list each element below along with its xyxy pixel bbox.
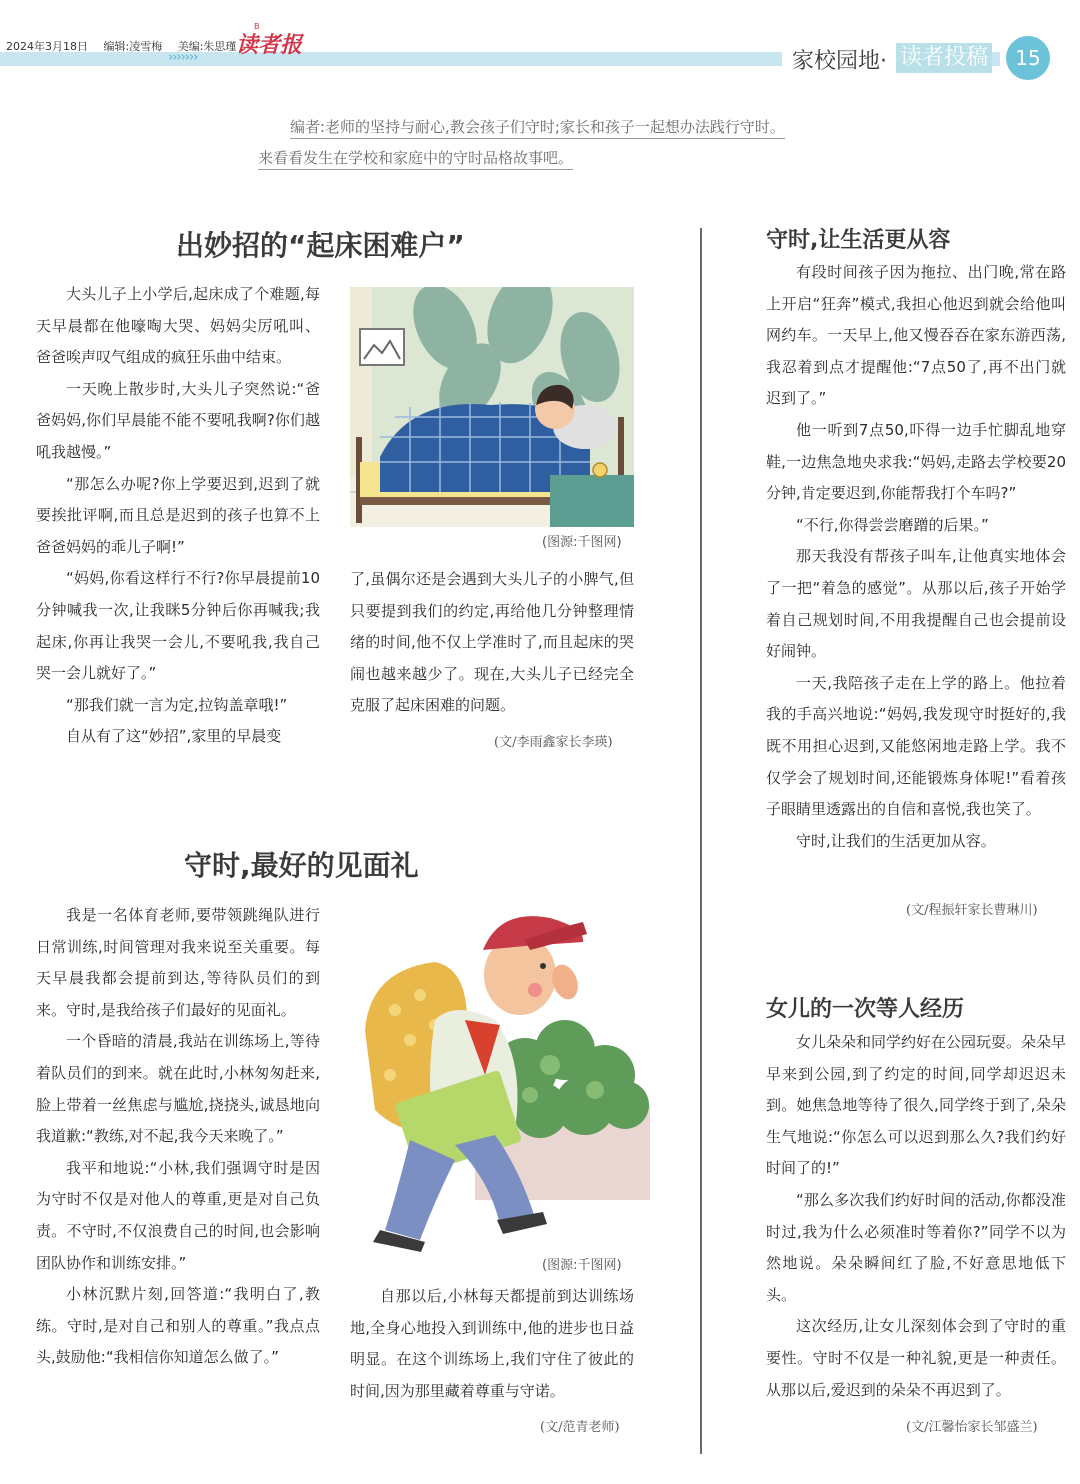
article2-paragraph: 我平和地说:“小林,我们强调守时是因为守时不仅是对他人的尊重,更是对自己负责。不守时,不仅浪费自己的时间,也会影响团队协作和训练安排。” <box>36 1158 320 1272</box>
editor-credit: 编辑:凌雪梅 <box>103 40 163 53</box>
article3-column <box>766 257 1066 857</box>
article3-paragraph: 有段时间孩子因为拖拉、出门晚,常在路上开启“狂奔”模式,我担心他迟到就会给他叫网约车。一天早上,他又慢吞吞在家东游西荡,我忍着到点才提醒他:“7点50了,再不出门就迟到了。” <box>766 263 1066 408</box>
article1-title: 出妙招的“起床困难户” <box>176 229 465 262</box>
article1-paragraph: “那怎么办呢?你上学要迟到,迟到了就要挨批评啊,而且总是迟到的孩子也算不上爸爸妈妈的乖儿子啊!” <box>36 474 320 556</box>
article4-paragraph: 女儿朵朵和同学约好在公园玩耍。朵朵早早来到公园,到了约定的时间,同学却迟迟未到。她焦急地等待了很久,同学终于到了,朵朵生气地说:“你怎么可以迟到那么久?我们约好时间了的!” <box>766 1033 1067 1178</box>
article2-paragraph: 我是一名体育老师,要带领跳绳队进行日常训练,时间管理对我来说至关重要。每天早晨我都会提前到达,等待队员们的到来。守时,是我给孩子们最好的见面礼。 <box>36 906 320 1019</box>
article4-column <box>766 1027 1066 1406</box>
article2-right-column <box>350 1281 634 1407</box>
article3-paragraph: “不行,你得尝尝磨蹭的后果。” <box>796 515 989 534</box>
page-number: 15 <box>1006 36 1050 80</box>
article3-paragraph: 他一听到7点50,吓得一边手忙脚乱地穿鞋,一边焦急地央求我:“妈妈,走路去学校要20分钟,肯定要迟到,你能帮我打个车吗?” <box>766 420 1066 503</box>
article1-image-caption: (图源:千图网) <box>542 535 622 550</box>
article1-continuation: 了,虽偶尔还是会遇到大头儿子的小脾气,但只要提到我们的约定,再给他几分钟整理情绪的时间,他不仅上学准时了,而且起床的哭闹也越来越少了。现在,大头儿子已经完全克服了起床困难的问题。 <box>350 570 634 715</box>
designer-credit: 美编:朱思瑾 <box>177 40 237 53</box>
intro-line-2: 来看看发生在学校和家庭中的守时品格故事吧。 <box>258 147 573 170</box>
article4-paragraph: 这次经历,让女儿深刻体会到了守时的重要性。守时不仅是一种礼貌,更是一种责任。从那以后,爱迟到的朵朵不再迟到了。 <box>766 1317 1066 1399</box>
article3-paragraph: 守时,让我们的生活更加从容。 <box>796 831 996 850</box>
article1-paragraph: 一天晚上散步时,大头儿子突然说:“爸爸妈妈,你们早晨能不能不要吼我啊?你们越吼我越慢。” <box>36 379 320 461</box>
newspaper-logo: 读者报 <box>236 32 303 58</box>
article1-right-column <box>350 564 634 722</box>
article4-title: 女儿的一次等人经历 <box>766 997 965 1022</box>
article1-left-column <box>36 279 320 753</box>
article4-author-credit: (文/江馨怡家长邹盛兰) <box>906 1420 1038 1435</box>
article2-author-credit: (文/范青老师) <box>540 1420 620 1435</box>
running-boy-illustration <box>325 900 665 1260</box>
article1-author-credit: (文/李雨鑫家长李瑛) <box>494 735 613 750</box>
article2-title: 守时,最好的见面礼 <box>184 849 419 882</box>
article2-paragraph: 一个昏暗的清晨,我站在训练场上,等待着队员们的到来。就在此时,小林匆匆赶来,脸上带着一丝焦虑与尴尬,挠挠头,诚恳地向我道歉:“教练,对不起,我今天来晚了。” <box>36 1032 320 1146</box>
article2-image-caption: (图源:千图网) <box>542 1258 622 1273</box>
article1-paragraph: “那我们就一言为定,拉钩盖章哦!” <box>66 695 288 714</box>
header-meta <box>6 38 248 54</box>
column-divider <box>700 228 702 1454</box>
sleeping-child-illustration <box>350 287 634 527</box>
article2-paragraph: 小林沉默片刻,回答道:“我明白了,教练。守时,是对自己和别人的尊重。”我点点头,鼓励他:“我相信你知道怎么做了。” <box>36 1285 320 1367</box>
article3-paragraph: 一天,我陪孩子走在上学的路上。他拉着我的手高兴地说:“妈妈,我发现守时挺好的,我既不用担心迟到,又能悠闲地走路上学。我不仅学会了规划时间,还能锻炼身体呢!”看着孩子眼睛里透露出的自信和喜悦,我也笑了。 <box>766 673 1066 819</box>
article1-paragraph: 大头儿子上小学后,起床成了个难题,每天早晨都在他嚎啕大哭、妈妈尖厉吼叫、爸爸唉声叹气组成的疯狂乐曲中结束。 <box>36 285 320 367</box>
issue-date: 2024年3月18日 <box>6 40 88 53</box>
article3-author-credit: (文/程振轩家长曹琳川) <box>906 903 1038 918</box>
article4-paragraph: “那么多次我们约好时间的活动,你都没准时过,我为什么必须准时等着你?”同学不以为然地说。朵朵瞬间红了脸,不好意思地低下头。 <box>766 1190 1066 1304</box>
logo-superscript: B <box>254 22 260 31</box>
article2-continuation: 自那以后,小林每天都提前到达训练场地,全身心地投入到训练中,他的进步也日益明显。在这个训练场上,我们守住了彼此的时间,因为那里藏着尊重与守诺。 <box>350 1287 634 1400</box>
section-name: 家校园地· <box>792 49 887 74</box>
intro-line-1: 编者:老师的坚持与耐心,教会孩子们守时;家长和孩子一起想办法践行守时。 <box>290 116 785 139</box>
article3-paragraph: 那天我没有帮孩子叫车,让他真实地体会了一把“着急的感觉”。从那以后,孩子开始学着自己规划时间,不用我提醒自己也会提前设好闹钟。 <box>766 547 1066 661</box>
chevron-decoration-icon: ››››››› <box>168 50 198 65</box>
section-tag: 读者投稿 <box>896 43 992 73</box>
article1-paragraph: 自从有了这“妙招”,家里的早晨变 <box>66 727 282 746</box>
article1-paragraph: “妈妈,你看这样行不行?你早晨提前10分钟喊我一次,让我眯5分钟后你再喊我;我起床,你再让我哭一会儿,不要吼我,我自己哭一会儿就好了。” <box>36 569 320 683</box>
article2-left-column <box>36 900 320 1374</box>
article3-title: 守时,让生活更从容 <box>766 228 951 253</box>
